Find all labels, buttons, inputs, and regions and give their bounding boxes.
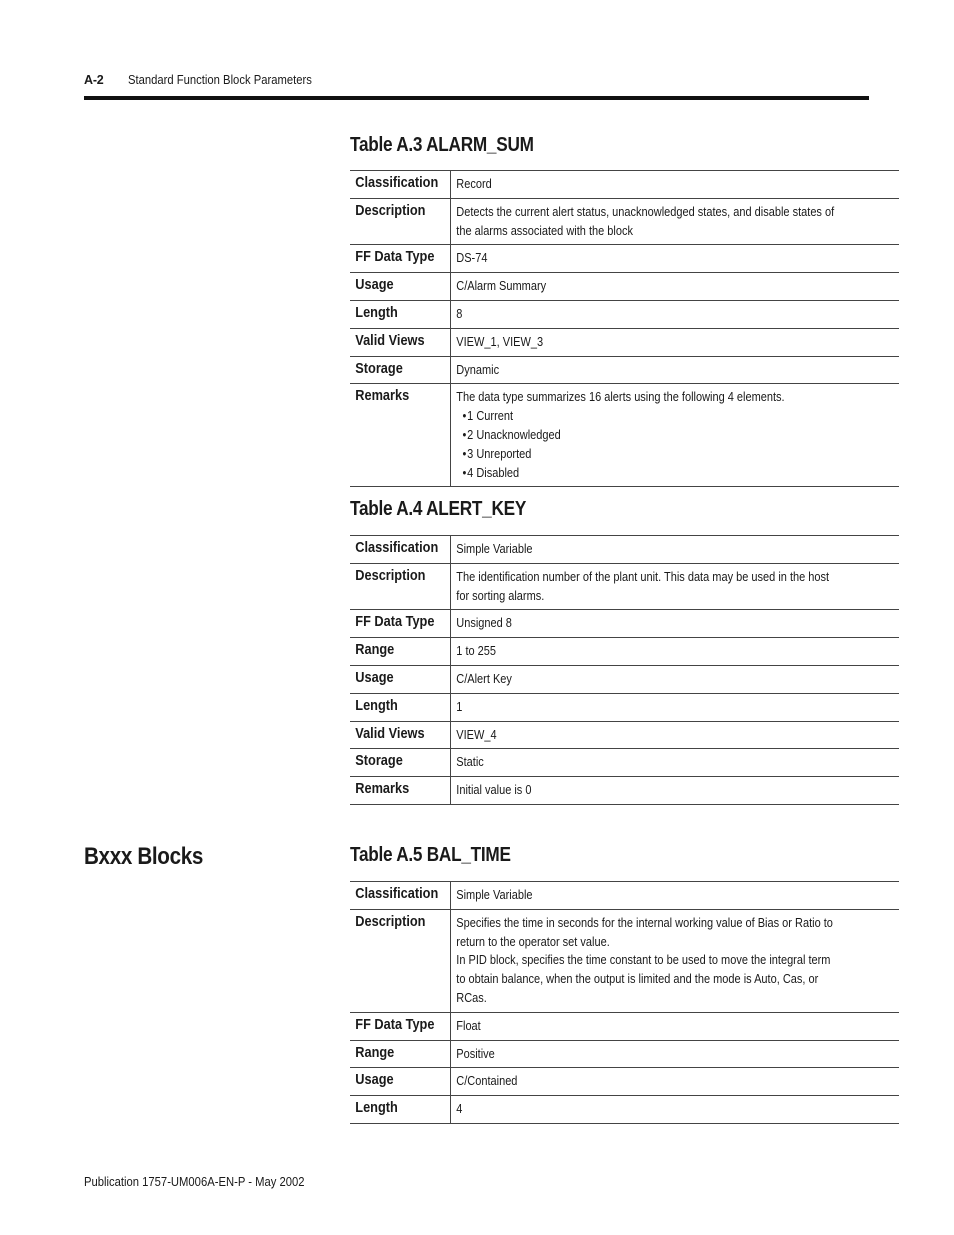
row-key: Valid Views [355,725,425,742]
remarks-bullet-list [457,407,842,482]
running-header-title: Standard Function Block Parameters [128,73,312,87]
row-key: Classification [355,540,439,556]
table-row [350,1068,899,1096]
row-key: Storage [355,753,403,770]
row-value: 8 [456,306,463,321]
table-row [350,665,899,693]
section-heading: Bxxx Blocks [84,843,203,870]
table-row [350,1040,899,1068]
row-value: C/Alert Key [456,671,513,686]
row-key: Description [355,913,426,930]
row-value: Detects the current alert status, unacknowledged states, and disable states of the alarms associated with the block [456,204,835,238]
row-value: Specifies the time in seconds for the internal working value of Bias or Ratio to return to the operator set value. [456,915,834,949]
row-key: Remarks [355,388,410,405]
table-title: Table A.5 BAL_TIME [350,844,511,866]
row-value: Static [456,755,485,770]
table-row [350,563,899,610]
table-row [350,328,899,356]
row-value: DS-74 [456,251,488,266]
row-value: Float [456,1018,482,1033]
row-value: VIEW_1, VIEW_3 [456,334,544,349]
row-value: Unsigned 8 [456,616,513,631]
row-key: Range [355,1044,395,1061]
parameter-table-alert-key [350,535,899,805]
row-value: 1 to 255 [456,644,497,659]
row-key: Usage [355,1072,394,1089]
table-row [350,882,899,910]
row-value: C/Contained [456,1074,518,1089]
list-item: • 2 Unacknowledged [463,426,842,445]
table-row [350,638,899,666]
parameter-table-bal-time [350,881,899,1124]
table-row [350,300,899,328]
table-row [350,610,899,638]
row-value: The identification number of the plant unit. This data may be used in the host for sorting alarms. [456,569,830,603]
table-title: Table A.3 ALARM_SUM [350,134,534,156]
row-value: VIEW_4 [456,727,497,742]
page-number: A-2 [84,73,104,87]
row-key: Description [355,202,426,219]
table-row [350,1096,899,1124]
row-key: Usage [355,669,394,686]
row-value: Dynamic [456,362,500,377]
row-value-continued: In PID block, specifies the time constant to be used to move the integral term to obtain balance, when the output is limited and the mode is Auto, Cas, or RCas. [456,953,831,1005]
row-key: Valid Views [355,332,425,349]
table-row [350,693,899,721]
list-item: • 3 Unreported [463,445,842,464]
list-item: • 1 Current [463,407,842,426]
row-key: FF Data Type [355,249,435,266]
header-rule [84,96,869,100]
list-item: • 4 Disabled [463,464,842,483]
table-row [350,1012,899,1040]
row-value: The data type summarizes 16 alerts using the following 4 elements. [456,390,785,405]
row-key: Classification [355,175,439,191]
row-key: Usage [355,277,394,294]
table-row [350,171,899,199]
table-row [350,198,899,245]
table-row [350,384,899,487]
table-row [350,536,899,564]
table-title: Table A.4 ALERT_KEY [350,498,527,520]
row-value: Simple Variable [456,542,533,556]
row-key: Length [355,697,398,714]
row-key: FF Data Type [355,614,435,631]
row-key: Remarks [355,781,410,798]
row-key: Storage [355,360,403,377]
table-row [350,721,899,749]
row-value: Record [456,177,493,191]
row-value: Initial value is 0 [456,783,532,798]
table-row [350,909,899,1012]
table-row [350,245,899,273]
row-value: Positive [456,1046,496,1061]
table-row [350,749,899,777]
row-value: 4 [456,1102,463,1117]
row-key: Length [355,1100,398,1117]
row-key: FF Data Type [355,1016,435,1033]
row-key: Classification [355,886,439,902]
table-row [350,356,899,384]
row-key: Length [355,304,398,321]
row-key: Description [355,567,426,584]
table-row [350,777,899,805]
table-row [350,273,899,301]
publication-footer: Publication 1757-UM006A-EN-P - May 2002 [84,1175,305,1189]
row-key: Range [355,642,395,659]
row-value: Simple Variable [456,888,533,902]
parameter-table-alarm-sum [350,170,899,487]
row-value: 1 [456,699,463,714]
row-value: C/Alarm Summary [456,279,547,294]
